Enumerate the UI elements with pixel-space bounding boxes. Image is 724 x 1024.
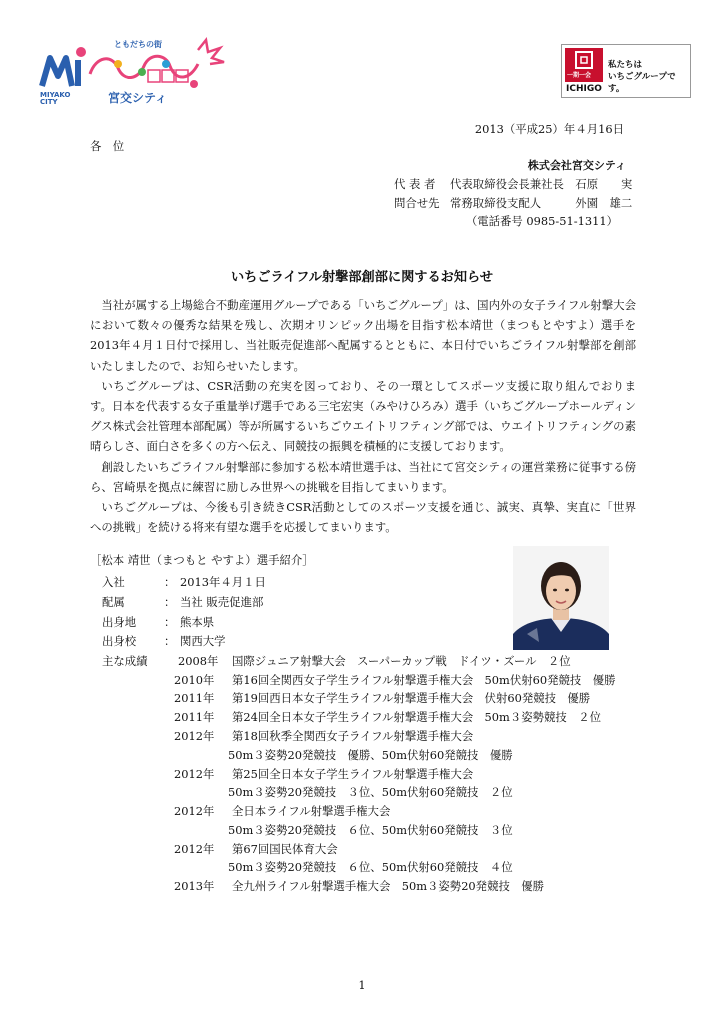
ichigo-copy-line2: いちごグループです。	[608, 72, 676, 94]
athlete-photo	[513, 546, 609, 650]
achievement-text: 国際ジュニア射撃大会 スーパーカップ戦 ドイツ・ズール ２位	[232, 654, 571, 668]
achievement-row	[102, 652, 662, 671]
contact-label: 問合せ先	[394, 196, 440, 210]
ichigo-copy-line1: 私たちは	[608, 60, 643, 70]
profile-row	[102, 632, 522, 651]
achievement-year: 2010年	[174, 673, 215, 687]
rep-label: 代 表 者	[394, 177, 436, 191]
profile-label: 配属	[102, 595, 125, 609]
achievement-text: 第18回秋季全関西女子ライフル射撃選手権大会	[232, 729, 474, 743]
achievement-year: 2013年	[174, 879, 215, 893]
achievement-text: 第25回全日本女子学生ライフル射撃選手権大会	[232, 767, 474, 781]
paragraph: いちごグループは、今後も引き続きCSR活動としてのスポーツ支援を通じ、誠実、真摯、実直に「世界への挑戦」を続ける将来有望な選手を応援してまいります。	[90, 500, 636, 535]
profile-label: 出身地	[102, 615, 137, 629]
achievement-row	[102, 783, 662, 802]
logo-tagline: ともだちの街	[114, 40, 162, 49]
contact-value: 常務取締役支配人 外園 雄二	[450, 196, 633, 210]
ichigo-brand: ICHIGO	[566, 84, 602, 94]
achievement-year: 2008年	[178, 654, 219, 668]
document-title: いちごライフル射撃部創部に関するお知らせ	[230, 270, 494, 285]
profile-colon: ：	[164, 595, 176, 609]
achievement-row	[102, 746, 662, 765]
achievement-text: 第67回国民体育大会	[232, 842, 338, 856]
profile-value: 2013年４月１日	[180, 575, 266, 589]
profile-row	[102, 573, 522, 592]
profile-heading: ［松本 靖世（まつもと やすよ）選手紹介］	[90, 553, 314, 567]
achievement-text: 全九州ライフル射撃選手権大会 50m３姿勢20発競技 優勝	[232, 879, 545, 893]
achievement-row	[102, 840, 662, 859]
body-text	[90, 295, 636, 537]
phone-number: （電話番号 0985-51-1311）	[465, 214, 618, 228]
addressee: 各 位	[90, 139, 125, 153]
achievement-detail: 50m３姿勢20発競技 ３位、50m伏射60発競技 ２位	[228, 785, 513, 799]
achievement-year: 2012年	[174, 842, 215, 856]
achievement-row	[102, 877, 662, 896]
profile-label: 入社	[102, 575, 125, 589]
profile-value: 関西大学	[180, 634, 226, 648]
miyako-city-logo	[38, 36, 228, 106]
achievement-text: 第24回全日本女子学生ライフル射撃選手権大会 50m３姿勢競技 ２位	[232, 710, 601, 724]
profile-colon: ：	[164, 575, 176, 589]
achievement-detail: 50m３姿勢20発競技 ６位、50m伏射60発競技 ４位	[228, 860, 513, 874]
ichigo-small-mark: 一期一会	[567, 72, 592, 79]
achievement-year: 2012年	[174, 804, 215, 818]
achievement-row	[102, 727, 662, 746]
paragraph: いちごグループは、CSR活動の充実を図っており、その一環としてスポーツ支援に取り組んでおります。日本を代表する女子重量挙げ選手である三宅宏実（みやけひろみ）選手（いちごグループホールディングス株式会社管理本部配属）等が所属するいちごウエイトリフティング部では、ウエイトリフティングの素晴らしさ、面白さを多くの方へ伝え、同競技の振興を積極的に支援しております。	[90, 378, 636, 454]
achievement-row	[102, 708, 662, 727]
paragraph: 創設したいちごライフル射撃部に参加する松本靖世選手は、当社にて宮交シティの運営業務に従事する傍ら、宮崎県を拠点に練習に励しみ世界への挑戦を目指してまいります。	[90, 459, 636, 494]
achievement-row	[102, 671, 662, 690]
profile-value: 熊本県	[180, 615, 215, 629]
achievement-detail: 50m３姿勢20発競技 ６位、50m伏射60発競技 ３位	[228, 823, 513, 837]
profile-row	[102, 593, 522, 612]
achievement-text: 第16回全関西女子学生ライフル射撃選手権大会 50m伏射60発競技 優勝	[232, 673, 616, 687]
athlete-portrait-icon	[513, 546, 609, 650]
paragraph: 当社が属する上場総合不動産運用グループである「いちごグループ」は、国内外の女子ライフル射撃大会において数々の優秀な結果を残し、次期オリンピック出場を目指す松本靖世（まつもとやすよ）選手を2013年４月１日付で採用し、当社販売促進部へ配属するとともに、本日付でいちごライフル射撃部を創部いたしましたので、お知らせいたします。	[90, 298, 636, 373]
profile-colon: ：	[164, 634, 176, 648]
logo-city-en-line2: CITY	[40, 98, 58, 106]
issue-date: 2013（平成25）年４月16日	[474, 122, 624, 136]
profile-value: 当社 販売促進部	[180, 595, 264, 609]
achievement-year: 2012年	[174, 767, 215, 781]
achievement-row	[102, 689, 662, 708]
ichigo-copy	[608, 59, 690, 95]
profile-label: 出身校	[102, 634, 137, 648]
company-name: 株式会社宮交シティ	[527, 159, 626, 172]
profile-row	[102, 613, 522, 632]
achievement-text: 第19回西日本女子学生ライフル射撃選手権大会 伏射60発競技 優勝	[232, 691, 591, 705]
achievements-label: 主な成績	[102, 654, 148, 668]
achievement-row	[102, 765, 662, 784]
achievement-row	[102, 802, 662, 821]
profile-colon: ：	[164, 615, 176, 629]
logo-city-en-line1: MIYAKO	[40, 91, 71, 99]
logo-name: 宮交シティ	[108, 91, 168, 105]
achievement-year: 2011年	[174, 691, 215, 705]
achievement-year: 2011年	[174, 710, 215, 724]
rep-value: 代表取締役会長兼社長 石原 実	[450, 177, 633, 191]
achievement-detail: 50m３姿勢20発競技 優勝、50m伏射60発競技 優勝	[228, 748, 513, 762]
logo-city-en	[40, 92, 70, 106]
page-number: 1	[358, 978, 366, 992]
achievement-year: 2012年	[174, 729, 215, 743]
achievement-text: 全日本ライフル射撃選手権大会	[232, 804, 391, 818]
achievement-row	[102, 858, 662, 877]
ichigo-logo	[561, 44, 691, 98]
achievement-row	[102, 821, 662, 840]
